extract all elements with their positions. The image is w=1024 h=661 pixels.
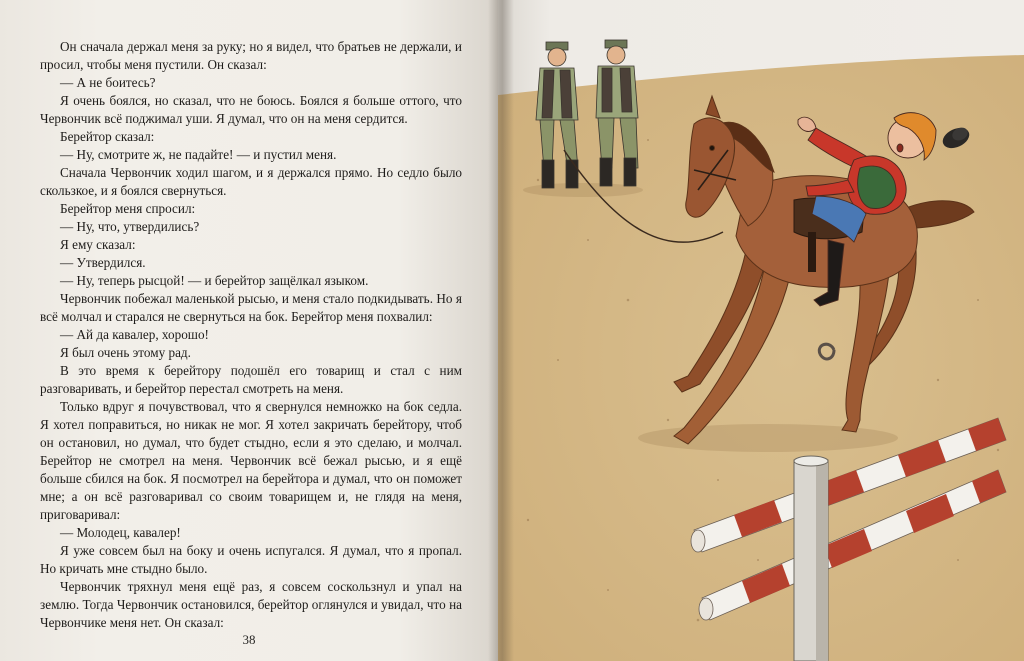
left-page bbox=[0, 0, 498, 661]
page-number: 38 bbox=[242, 632, 256, 647]
paragraph: Червончик побежал маленькой рысью, и меня стало подкидывать. Но я всё молчал и старался не свернуться на бок. Берейтор меня похвалил: bbox=[40, 291, 462, 324]
horse-eye bbox=[710, 146, 715, 151]
paragraph: — Молодец, кавалер! bbox=[60, 525, 181, 540]
paragraph: — А не боитесь? bbox=[60, 75, 156, 90]
right-page bbox=[498, 0, 1024, 661]
paragraph: Я уже совсем был на боку и очень испугался. Я думал, что я пропал. Но кричать мне стыдно было. bbox=[40, 543, 462, 576]
paragraph: Берейтор сказал: bbox=[60, 129, 155, 144]
paragraph: Он сначала держал меня за руку; но я видел, что братьев не держали, и просил, чтобы меня пустили. Он сказал: bbox=[40, 39, 462, 72]
paragraph: Червончик тряхнул меня ещё раз, я совсем соскользнул и упал на землю. Тогда Червончик остановился, берейтор оглянулся и увидал, что на Червончике меня нет. Он сказал: bbox=[40, 579, 462, 630]
paragraph: Я очень боялся, но сказал, что не боюсь. Боялся я больше оттого, что Червончик всё поджимал уши. Я думал, что он на меня сердится. bbox=[40, 93, 462, 126]
paragraph: — Утвердился. bbox=[60, 255, 146, 270]
paragraph: — Ай да кавалер, хорошо! bbox=[60, 327, 209, 342]
boy-falling-from-horse-illustration bbox=[498, 0, 1024, 661]
paragraph: В это время к берейтору подошёл его товарищ и стал с ним разговаривать, и берейтор перестал смотреть на меня. bbox=[40, 363, 462, 396]
paragraph: — Ну, смотрите ж, не падайте! — и пустил меня. bbox=[60, 147, 337, 162]
paragraph: Я был очень этому рад. bbox=[60, 345, 191, 360]
paragraph: Берейтор меня спросил: bbox=[60, 201, 196, 216]
fence-post-shade bbox=[816, 460, 828, 661]
paragraph: Я ему сказал: bbox=[60, 237, 136, 252]
paragraph: — Ну, теперь рысцой! — и берейтор защёлкал языком. bbox=[60, 273, 369, 288]
paragraph: Только вдруг я почувствовал, что я свернулся немножко на бок седла. Я хотел поправиться, но никак не мог. Я хотел закричать берейтору, чтоб он остановил, но думал, что будет стыдно, если я это сделаю, и молчал. Берейтор не смотрел на меня. Червончик всё бежал рысью, и я ещё больше сбился на бок. Я посмотрел на берейтора и думал, что он поможет мне; а он всё разговаривал со своим товарищем и, не глядя на меня, приговаривал: bbox=[40, 399, 462, 522]
fence-post-top bbox=[794, 456, 828, 466]
paragraph: — Ну, что, утвердились? bbox=[60, 219, 200, 234]
paragraph: Сначала Червончик ходил шагом, и я держался прямо. Но седло было скользкое, и я боялся свернуться. bbox=[40, 165, 462, 198]
book-gutter bbox=[488, 0, 514, 661]
story-text bbox=[40, 38, 462, 632]
boy-mouth bbox=[897, 144, 903, 152]
